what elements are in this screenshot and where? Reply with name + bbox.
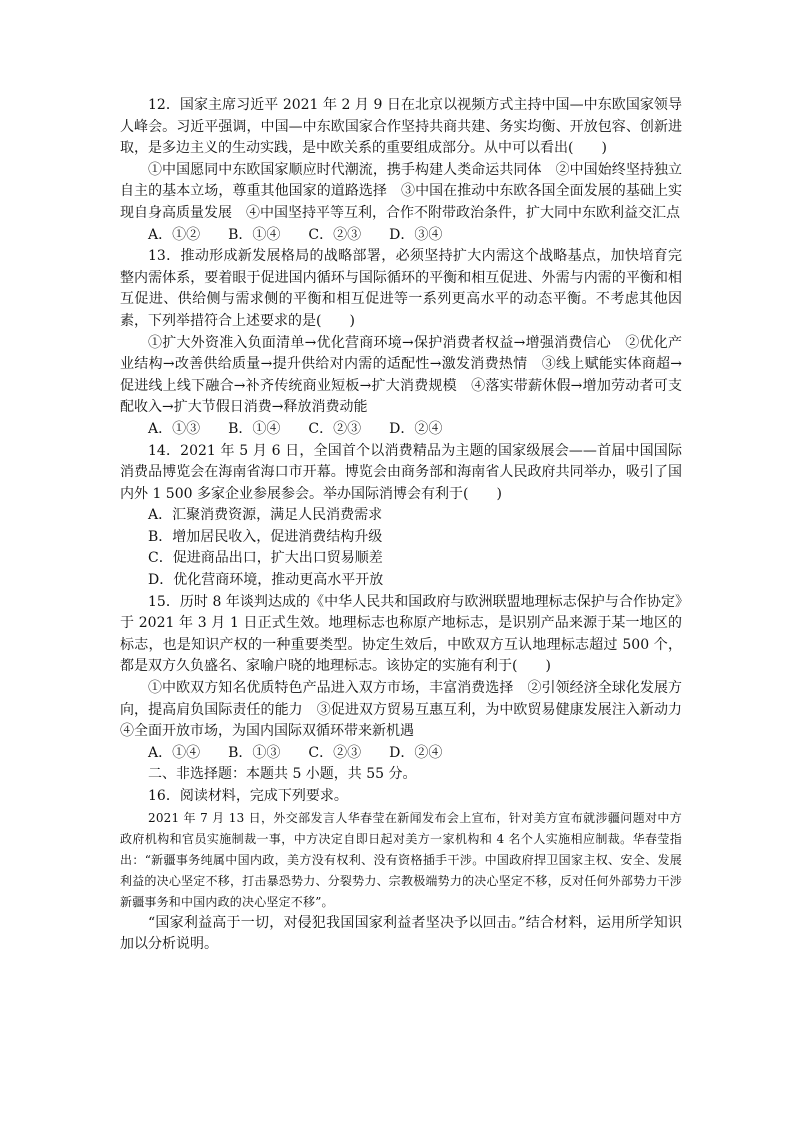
question-15-stem: 15．历时 8 年谈判达成的《中华人民共和国政府与欧洲联盟地理标志保护与合作协定》于 2021 年 3 月 1 日正式生效。地理标志也称原产地标志，是识别产品来源于某一地区的标志，也是知识产权的一种重要类型。协定生效后，中欧双方互认地理标志超过 500 个，都是双方久负盛名、家喻户晓的地理标志。该协定的实施有利于( ) bbox=[120, 593, 682, 675]
question-14-option-d: D．优化营商环境，推动更高水平开放 bbox=[148, 572, 384, 589]
question-14-option-a: A．汇聚消费资源，满足人民消费需求 bbox=[148, 507, 383, 524]
question-15-options: A．①④ B．①③ C．②③ D．②④ bbox=[148, 744, 443, 761]
question-12-options: A．①② B．①④ C．②③ D．③④ bbox=[148, 226, 443, 243]
question-16-material: 2021 年 7 月 13 日，外交部发言人华春莹在新闻发布会上宣布，针对美方宣布就涉疆问题对中方政府机构和官员实施制裁一事，中方决定自即日起对美方一家机构和 4 名个人实施相应制裁。华春莹指出：“新疆事务纯属中国内政，美方没有权利、没有资格插手干涉。中国政府捍卫国家主权、安全、发展利益的决心坚定不移，打击暴恐势力、分裂势力、宗教极端势力的决心坚定不移，反对任何外部势力干涉新疆事务和中国内政的决心坚定不移”。 bbox=[120, 810, 682, 909]
question-14-option-b: B．增加居民收入，促进消费结构升级 bbox=[148, 528, 383, 545]
question-13-stem: 13．推动形成新发展格局的战略部署，必须坚持扩大内需这个战略基点，加快培育完整内需体系，要着眼于促进国内循环与国际循环的平衡和相互促进、外需与内需的平衡和相互促进、供给侧与需求侧的平衡和相互促进等一系列更高水平的动态平衡。不考虑其他因素，下列举措符合上述要求的是( ) bbox=[120, 248, 682, 329]
question-14-option-c: C．促进商品出口，扩大出口贸易顺差 bbox=[148, 550, 383, 567]
question-12-stem: 12．国家主席习近平 2021 年 2 月 9 日在北京以视频方式主持中国—中东欧国家领导人峰会。习近平强调，中国—中东欧国家合作坚持共商共建、务实均衡、开放包容、创新进取，是多边主义的生动实践，是中欧关系的重要组成部分。从中可以看出( ) bbox=[120, 97, 682, 157]
question-14-stem: 14．2021 年 5 月 6 日，全国首个以消费精品为主题的国家级展会——首届中国国际消费品博览会在海南省海口市开幕。博览会由商务部和海南省人民政府共同举办，吸引了国内外 1 500 多家企业参展参会。举办国际消博会有利于( ) bbox=[120, 442, 682, 502]
question-13-options: A．①③ B．①④ C．②③ D．②④ bbox=[148, 420, 443, 437]
question-13-statements: ①扩大外资准入负面清单→优化营商环境→保护消费者权益→增强消费信心 ②优化产业结构→改善供给质量→提升供给对内需的适配性→激发消费热情 ③线上赋能实体商超→促进线上线下融合→补齐传统商业短板→扩大消费规模 ④落实带薪休假→增加劳动者可支配收入→扩大节假日消费→释放消费动能 bbox=[120, 334, 682, 416]
question-16-stem: 16．阅读材料，完成下列要求。 bbox=[148, 788, 348, 804]
exam-page bbox=[120, 95, 696, 956]
question-12-statements: ①中国愿同中东欧国家顺应时代潮流，携手构建人类命运共同体 ②中国始终坚持独立自主的基本立场，尊重其他国家的道路选择 ③中国在推动中东欧各国全面发展的基础上实现自身高质量发展 ④中国坚持平等互利，合作不附带政治条件，扩大同中东欧利益交汇点 bbox=[120, 161, 682, 221]
question-16-prompt: “国家利益高于一切，对侵犯我国国家利益者坚决予以回击。”结合材料，运用所学知识加以分析说明。 bbox=[120, 914, 682, 953]
section-2-title: 二、非选择题：本题共 5 小题，共 55 分。 bbox=[148, 766, 417, 783]
question-15-statements: ①中欧双方知名优质特色产品进入双方市场，丰富消费选择 ②引领经济全球化发展方向，提高肩负国际责任的能力 ③促进双方贸易互惠互利，为中欧贸易健康发展注入新动力 ④全面开放市场，为国内国际双循环带来新机遇 bbox=[120, 680, 696, 740]
